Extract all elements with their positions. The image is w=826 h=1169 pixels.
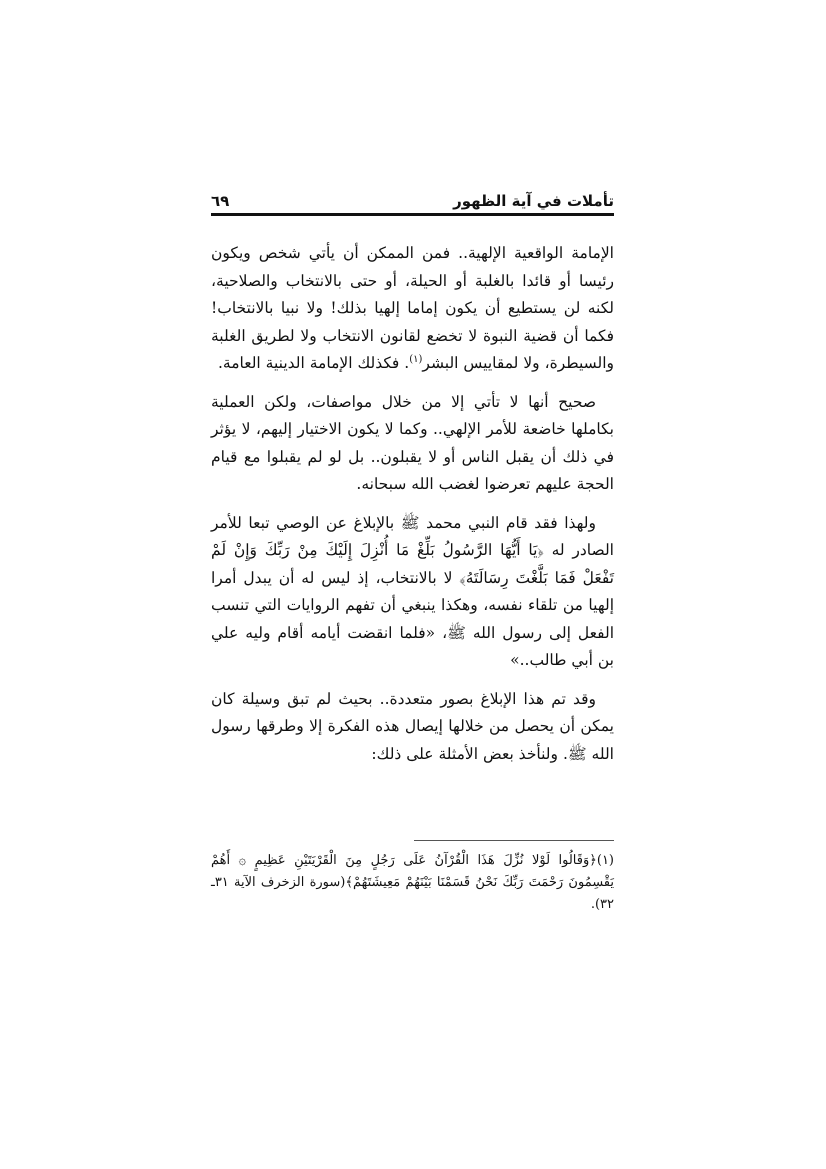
body-text xyxy=(211,240,614,779)
running-head: تأملات في آية الظهور xyxy=(453,192,614,210)
paragraph-2: صحيح أنها لا تأتي إلا من خلال مواصفات، ولكن العملية بكاملها خاضعة للأمر الإلهي.. وكما لا يكون الاختيار إليهم، لا يؤثر في ذلك أن يقبل الناس أو لا يقبلون.. بل لو لم يقبلوا مع قيام الحجة عليهم تعرضوا لغضب الله سبحانه. xyxy=(211,392,614,493)
paragraph-3: ولهذا فقد قام النبي محمد ﷺ بالإبلاغ عن الوصي تبعا للأمر الصادر له ﴿يَا أَيُّهَا الرَّسُولُ بَلِّغْ مَا أُنْزِلَ إِلَيْكَ مِنْ رَبِّكَ وَإِنْ لَمْ تَفْعَلْ فَمَا بَلَّغْتَ رِسَالَتَهُ﴾ لا بالانتخاب، إذ ليس له أن يبدل أمرا إلهيا من تلقاء نفسه، وهكذا ينبغي أن تفهم الروايات التي تنسب الفعل إلى رسول الله ﷺ، «فلما انقضت أيامه أقام وليه علي بن أبي طالب..» xyxy=(211,513,614,669)
paragraph-1-end: . فكذلك الإمامة الدينية العامة. xyxy=(217,354,410,372)
paragraph-1-text: الإمامة الواقعية الإلهية.. فمن الممكن أن يأتي شخص ويكون رئيسا أو قائدا بالغلبة أو الحيلة، أو حتى بالانتخاب والصلاحية، لكنه لن يستطيع أن يكون إماما إلهيا بذلك! ولا نبيا بالانتخاب! فكما أن قضية النبوة لا تخضع لقانون الانتخاب ولا لطريق الغلبة والسيطرة، ولا لمقاييس البشر xyxy=(211,244,614,372)
page-number: ٦٩ xyxy=(211,192,230,210)
page-header xyxy=(211,188,614,216)
footnote-marker[interactable]: (١) xyxy=(409,353,423,365)
footnote: (١)﴿وَقَالُوا لَوْلا نُزِّلَ هَذَا الْقُرْآنُ عَلَى رَجُلٍ مِنَ الْقَرْيَتَيْنِ عَظِيمٍ ۞ أَهُمْ يَقْسِمُونَ رَحْمَتَ رَبِّكَ نَحْنُ قَسَمْنَا بَيْنَهُمْ مَعِيشَتَهُمْ﴾(سورة الزخرف الآية ٣١ـ ٣٢). xyxy=(211,853,614,912)
paragraph-4: وقد تم هذا الإبلاغ بصور متعددة.. بحيث لم تبق وسيلة كان يمكن أن يحصل من خلالها إيصال هذه الفكرة إلا وطرقها رسول الله ﷺ. ولنأخذ بعض الأمثلة على ذلك: xyxy=(211,689,614,763)
footnote-divider xyxy=(414,840,614,841)
paragraph-1 xyxy=(211,240,614,378)
